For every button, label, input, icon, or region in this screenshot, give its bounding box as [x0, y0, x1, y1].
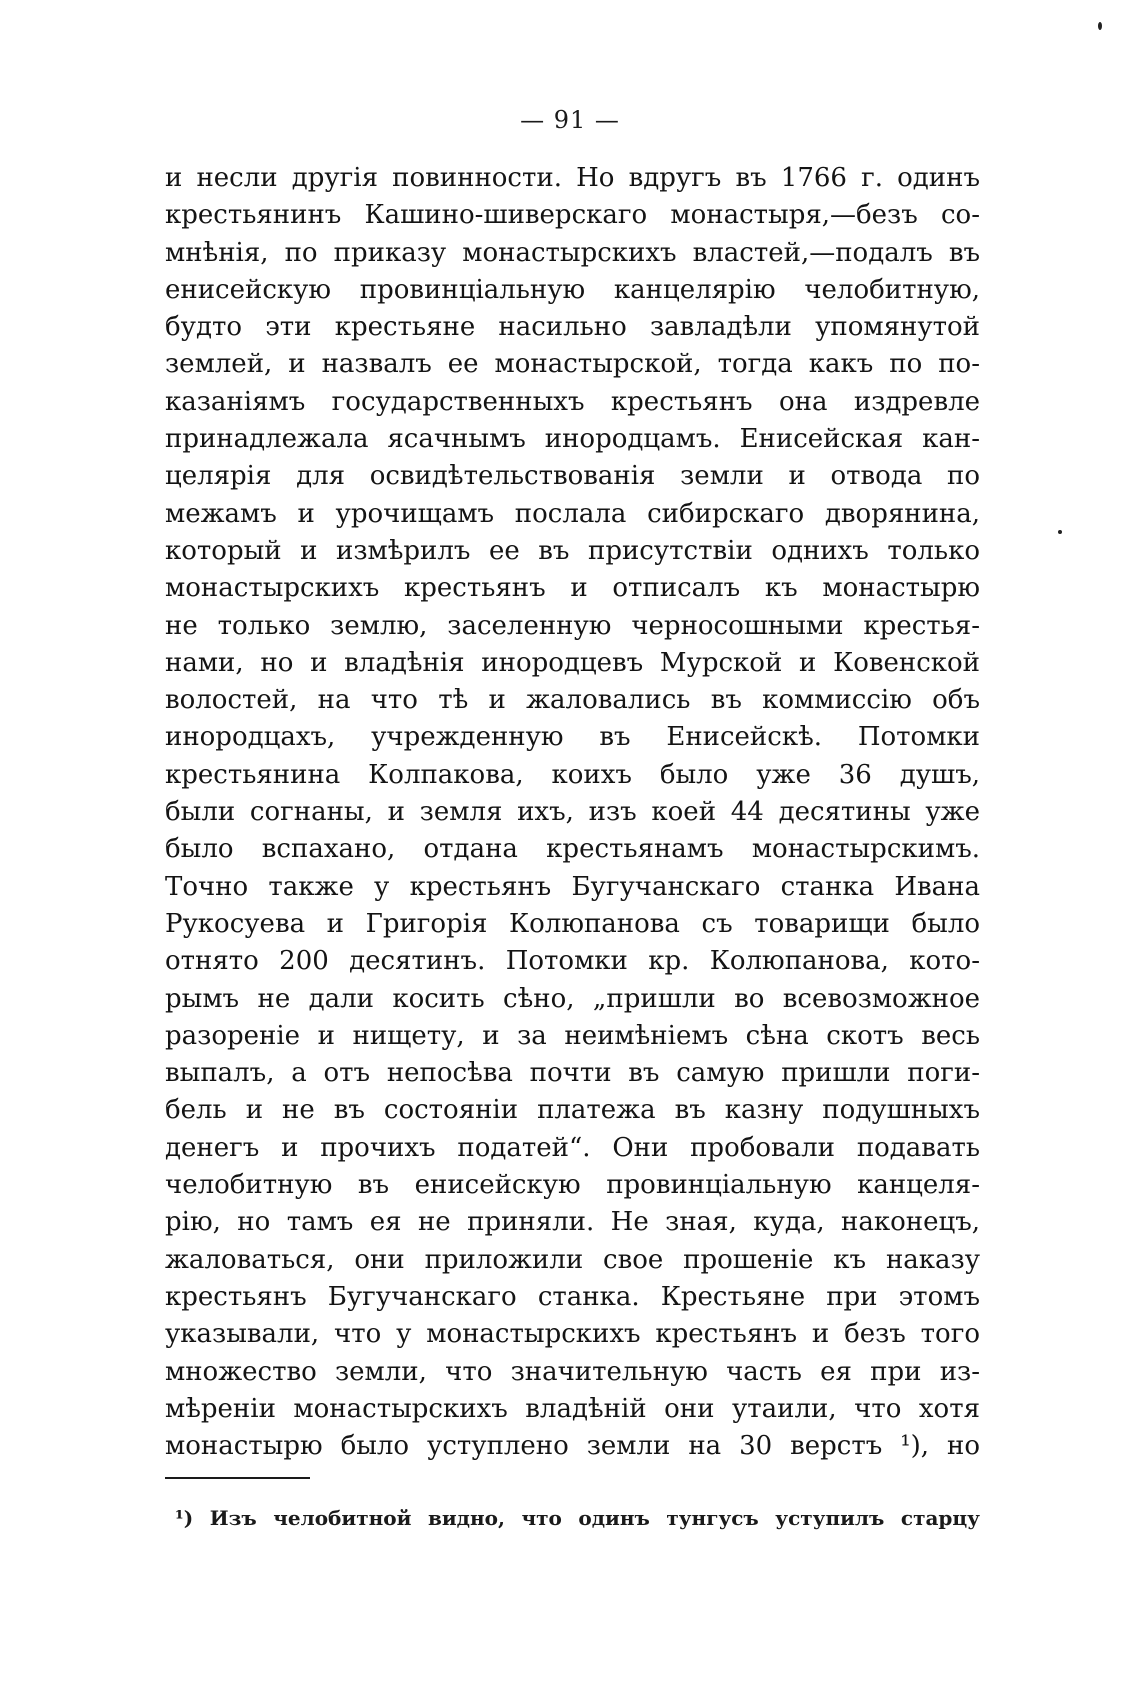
text-line: челобитную въ енисейскую провинціальную канцеля-: [165, 1170, 980, 1201]
text-line: Точно также у крестьянъ Бугучанскаго станка Ивана: [165, 871, 980, 902]
text-line: волостей, на что тѣ и жаловались въ коммиссію объ: [165, 685, 980, 716]
ink-speck: [1058, 530, 1062, 534]
text-line: нами, но и владѣнія инородцевъ Мурской и Ковенской: [165, 647, 980, 678]
text-line: рію, но тамъ ея не приняли. Не зная, куда, наконецъ,: [165, 1207, 980, 1238]
page-number: — 91 —: [520, 106, 620, 134]
text-line: инородцахъ, учрежденную въ Енисейскѣ. Потомки: [165, 722, 980, 753]
text-line: мѣреніи монастырскихъ владѣній они утаили, что хотя: [165, 1393, 980, 1424]
text-line: принадлежала ясачнымъ инородцамъ. Енисейская кан-: [165, 424, 980, 455]
text-line: межамъ и урочищамъ послала сибирскаго дворянина,: [165, 498, 980, 529]
text-line: крестьянинъ Кашино-шиверскаго монастыря,—безъ со-: [165, 200, 980, 231]
text-line: и несли другія повинности. Но вдругъ въ 1766 г. одинъ: [165, 163, 980, 193]
text-line: крестьянина Колпакова, коихъ было уже 36 душъ,: [165, 759, 980, 790]
text-line: множество земли, что значительную часть ея при из-: [165, 1356, 980, 1387]
text-line: крестьянъ Бугучанскаго станка. Крестьяне при этомъ: [165, 1281, 980, 1312]
text-line: который и измѣрилъ ее въ присутствіи однихъ только: [165, 535, 980, 566]
text-line: будто эти крестьяне насильно завладѣли упомянутой: [165, 312, 980, 343]
text-line: указывали, что у монастырскихъ крестьянъ и безъ того: [165, 1319, 980, 1350]
text-line: жаловаться, они приложили свое прошеніе къ наказу: [165, 1244, 980, 1275]
text-line: рымъ не дали косить сѣно, „пришли во всевозможное: [165, 983, 980, 1014]
text-line: казаніямъ государственныхъ крестьянъ она издревле: [165, 386, 980, 417]
text-line: целярія для освидѣтельствованія земли и отвода по: [165, 461, 980, 492]
text-line: денегъ и прочихъ податей“. Они пробовали подавать: [165, 1132, 980, 1163]
text-line: бель и не въ состояніи платежа въ казну подушныхъ: [165, 1095, 980, 1126]
text-line: Рукосуева и Григорія Колюпанова съ товарищи было: [165, 908, 980, 939]
text-line: мнѣнія, по приказу монастырскихъ властей,—подалъ въ: [165, 237, 980, 268]
ink-speck: [1098, 22, 1102, 30]
text-line: были согнаны, и земля ихъ, изъ коей 44 десятины уже: [165, 797, 980, 828]
text-line: монастырю было уступлено земли на 30 верстъ ¹), но: [165, 1431, 980, 1462]
text-line: было вспахано, отдана крестьянамъ монастырскимъ.: [165, 834, 980, 865]
text-line: выпалъ, а отъ непосѣва почти въ самую пришли поги-: [165, 1058, 980, 1089]
footnote-separator: [165, 1477, 310, 1479]
text-line: не только землю, заселенную черносошными крестья-: [165, 610, 980, 641]
footnote: ¹) Изъ челобитной видно, что одинъ тунгусъ уступилъ старцу: [175, 1506, 980, 1530]
text-line: землей, и назвалъ ее монастырской, тогда какъ по по-: [165, 349, 980, 380]
text-line: енисейскую провинціальную канцелярію челобитную,: [165, 274, 980, 305]
body-text: [165, 160, 980, 1465]
text-line: монастырскихъ крестьянъ и отписалъ къ монастырю: [165, 573, 980, 604]
text-line: отнято 200 десятинъ. Потомки кр. Колюпанова, кото-: [165, 946, 980, 977]
text-line: разореніе и нищету, и за неимѣніемъ сѣна скотъ весь: [165, 1020, 980, 1051]
